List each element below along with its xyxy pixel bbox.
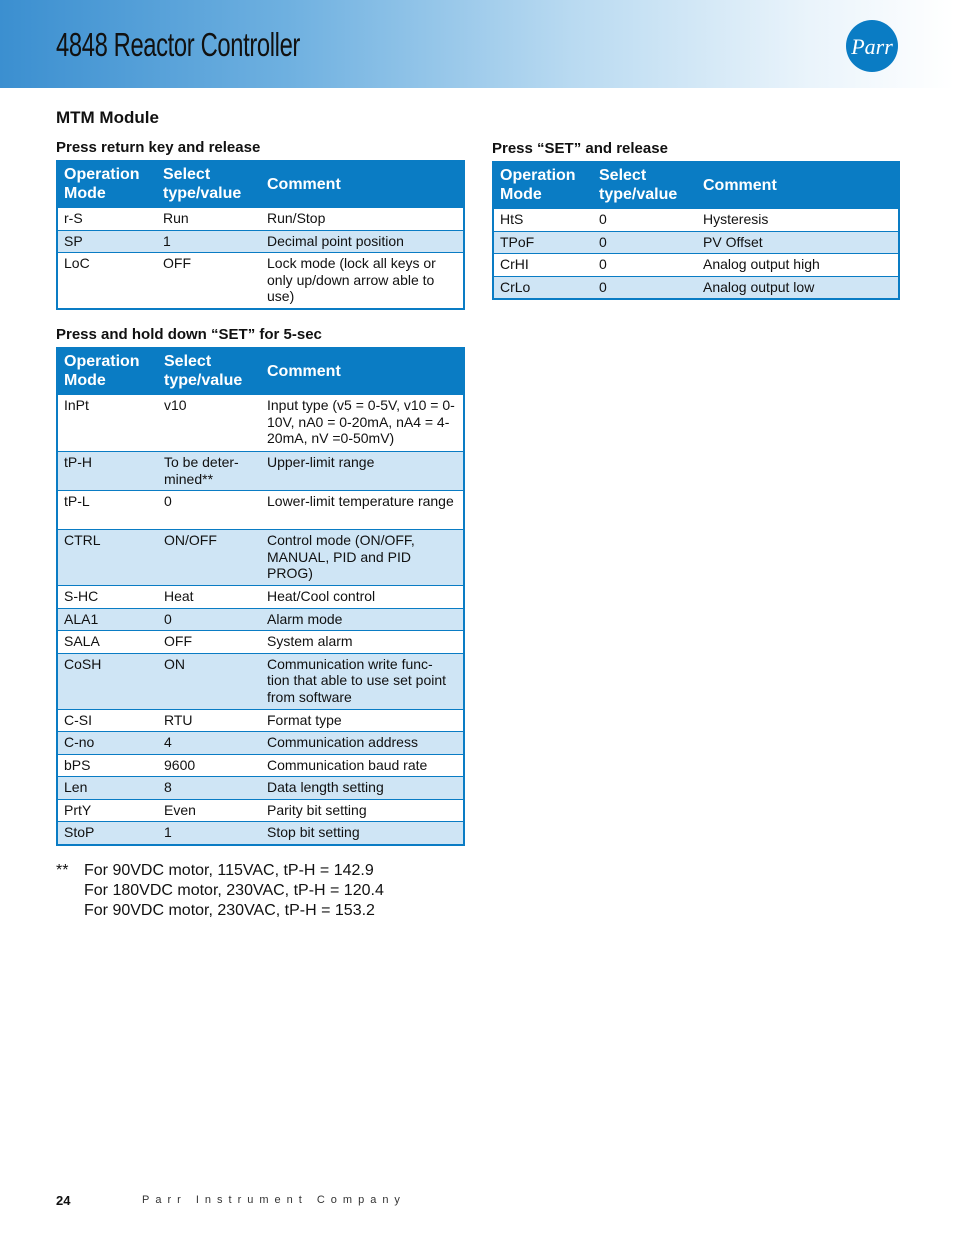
table-return-key (56, 160, 465, 310)
col-header-comment: Comment (261, 348, 464, 395)
company-name: Parr Instrument Company (142, 1194, 406, 1206)
table-row: Len 8 Data length setting (57, 777, 464, 800)
document-title: 4848 Reactor Controller (56, 26, 300, 63)
footnote-line: For 180VDC motor, 230VAC, tP-H = 120.4 (84, 882, 384, 899)
col-header-select-value: Select type/value (593, 162, 697, 209)
table-row: S-HC Heat Heat/Cool control (57, 586, 464, 609)
table-row: HtS 0 Hysteresis (493, 209, 899, 232)
table-row: C-no 4 Communication address (57, 732, 464, 755)
page-number: 24 (56, 1193, 71, 1208)
section-title: MTM Module (56, 108, 159, 127)
table-row: r-S Run Run/Stop (57, 208, 464, 231)
table-row: TPoF 0 PV Offset (493, 231, 899, 254)
footnote-mark: ** (56, 862, 69, 879)
table-row: SALA OFF System alarm (57, 631, 464, 654)
table-row: CrLo 0 Analog output low (493, 276, 899, 299)
table-row: CoSH ON Communication write func- tion that able to use set point from software (57, 653, 464, 709)
col-header-operation-mode: Operation Mode (493, 162, 593, 209)
table-set-release (492, 161, 900, 300)
table-row: tP-L 0 Lower-limit temperature range (57, 491, 464, 530)
table-row: StoP 1 Stop bit setting (57, 822, 464, 845)
footnote-line: For 90VDC motor, 230VAC, tP-H = 153.2 (84, 902, 375, 919)
table-row: LoC OFF Lock mode (lock all keys or only up/down arrow able to use) (57, 253, 464, 309)
table-caption-return-key: Press return key and release (56, 139, 261, 156)
svg-text:Parr: Parr (851, 34, 893, 59)
col-header-comment: Comment (261, 161, 464, 208)
footnote-line: For 90VDC motor, 115VAC, tP-H = 142.9 (84, 862, 374, 879)
col-header-operation-mode: Operation Mode (57, 161, 157, 208)
col-header-select-value: Select type/value (158, 348, 261, 395)
page-header (0, 0, 954, 88)
table-row: InPt v10 Input type (v5 = 0-5V, v10 = 0-10V, nA0 = 0-20mA, nA4 = 4-20mA, nV =0-50mV) (57, 395, 464, 452)
table-row: bPS 9600 Communication baud rate (57, 754, 464, 777)
table-hold-set (56, 347, 465, 846)
table-row: ALA1 0 Alarm mode (57, 608, 464, 631)
parr-logo-icon (844, 19, 900, 73)
table-row: tP-H To be deter- mined** Upper-limit range (57, 452, 464, 491)
col-header-operation-mode: Operation Mode (57, 348, 158, 395)
table-row: CrHI 0 Analog output high (493, 254, 899, 277)
table-row: C-SI RTU Format type (57, 709, 464, 732)
col-header-comment: Comment (697, 162, 899, 209)
table-row: CTRL ON/OFF Control mode (ON/OFF, MANUAL, PID and PID PROG) (57, 530, 464, 586)
table-caption-set-release: Press “SET” and release (492, 140, 668, 157)
table-caption-hold-set: Press and hold down “SET” for 5-sec (56, 326, 322, 343)
col-header-select-value: Select type/value (157, 161, 261, 208)
table-row: PrtY Even Parity bit setting (57, 799, 464, 822)
table-row: SP 1 Decimal point position (57, 230, 464, 253)
